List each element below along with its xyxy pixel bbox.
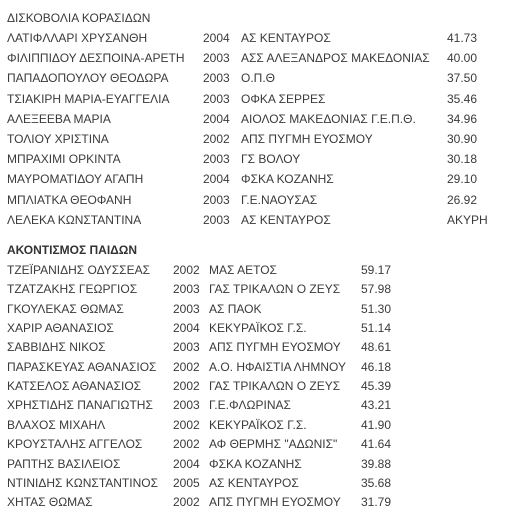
- athlete-club: ΦΣΚΑ ΚΟΖΑΝΗΣ: [209, 456, 302, 471]
- athlete-name: ΜΠΡΑΧΙΜΙ ΟΡΚΙΝΤΑ: [7, 152, 121, 167]
- athlete-year: 2003: [203, 192, 230, 207]
- athlete-year: 2003: [173, 282, 200, 297]
- athlete-club: ΑΠΣ ΠΥΓΜΗ ΕΥΟΣΜΟΥ: [209, 495, 341, 510]
- athlete-club: Γ.Ε.ΝΑΟΥΣΑΣ: [241, 192, 318, 207]
- athlete-year: 2003: [203, 152, 230, 167]
- athlete-year: 2002: [173, 263, 200, 277]
- athlete-year: 2004: [203, 111, 230, 126]
- athlete-name: ΒΛΑΧΟΣ ΜΙΧΑΗΛ: [7, 417, 106, 432]
- athlete-year: 2004: [173, 321, 200, 336]
- athlete-name: ΚΡΟΥΣΤΑΛΗΣ ΑΓΓΕΛΟΣ: [7, 437, 143, 452]
- athlete-year: 2003: [173, 340, 200, 355]
- athlete-club: ΑΣ ΠΑΟΚ: [209, 301, 262, 316]
- athlete-mark: 51.14: [361, 321, 392, 336]
- athlete-mark: 41.64: [361, 437, 392, 452]
- athlete-name: ΛΕΛΕΚΑ ΚΩΝΣΤΑΝΤΙΝΑ: [7, 212, 142, 227]
- athlete-year: 2002: [173, 417, 200, 432]
- athlete-club: ΑΣ ΚΕΝΤΑΥΡΟΣ: [241, 31, 331, 45]
- athlete-mark: 39.88: [361, 456, 392, 471]
- athlete-mark: 29.10: [447, 172, 478, 187]
- athlete-mark: 46.18: [361, 359, 392, 374]
- athlete-mark: 48.61: [361, 340, 392, 355]
- athlete-year: 2002: [173, 437, 200, 452]
- athlete-name: ΦΙΛΙΠΠΙΔΟΥ ΔΕΣΠΟΙΝΑ-ΑΡΕΤΗ: [7, 51, 185, 66]
- athlete-year: 2003: [203, 71, 230, 86]
- athlete-club: Ο.Π.Θ: [241, 71, 276, 86]
- athlete-year: 2003: [203, 212, 230, 227]
- athlete-club: ΑΣΣ ΑΛΕΞΑΝΔΡΟΣ ΜΑΚΕΔΟΝΙΑΣ: [241, 51, 430, 66]
- athlete-club: ΚΕΚΥΡΑΪΚΟΣ Γ.Σ.: [209, 417, 307, 432]
- athlete-mark: 40.00: [447, 51, 478, 66]
- athlete-mark: 26.92: [447, 192, 478, 207]
- athlete-mark: 41.73: [447, 31, 478, 45]
- athlete-year: 2005: [173, 475, 200, 490]
- athlete-mark: 43.21: [361, 398, 392, 413]
- section-discus-girls-title: ΔΙΣΚΟΒΟΛΙΑ ΚΟΡΑΣΙΔΩΝ: [7, 11, 151, 25]
- athlete-year: 2003: [173, 301, 200, 316]
- athlete-club: ΑΠΣ ΠΥΓΜΗ ΕΥΟΣΜΟΥ: [209, 340, 341, 355]
- athlete-year: 2002: [173, 359, 200, 374]
- athlete-mark: 57.98: [361, 282, 392, 297]
- athlete-name: ΛΑΤΙΦΛΛΑΡΙ ΧΡΥΣΑΝΘΗ: [7, 31, 148, 45]
- athlete-name: ΣΑΒΒΙΔΗΣ ΝΙΚΟΣ: [7, 340, 106, 355]
- athlete-club: ΑΠΣ ΠΥΓΜΗ ΕΥΟΣΜΟΥ: [241, 132, 373, 146]
- athlete-mark: 34.96: [447, 111, 478, 126]
- athlete-mark: 30.90: [447, 132, 478, 146]
- athlete-club: ΓΑΣ ΤΡΙΚΑΛΩΝ Ο ΖΕΥΣ: [209, 282, 341, 297]
- athlete-mark: 51.30: [361, 301, 392, 316]
- athlete-name: ΜΑΥΡΟΜΑΤΙΔΟΥ ΑΓΑΠΗ: [7, 172, 144, 187]
- athlete-mark: 37.50: [447, 71, 478, 86]
- athlete-name: ΤΣΙΑΚΙΡΗ ΜΑΡΙΑ-ΕΥΑΓΓΕΛΙΑ: [7, 91, 170, 106]
- athlete-mark: 41.90: [361, 417, 392, 432]
- athlete-year: 2004: [203, 31, 230, 45]
- athlete-club: Α.Ο. ΗΦΑΙΣΤΙΑ ΛΗΜΝΟΥ: [209, 359, 346, 374]
- athlete-name: ΡΑΠΤΗΣ ΒΑΣΙΛΕΙΟΣ: [7, 456, 121, 471]
- athlete-mark: 31.79: [361, 495, 392, 510]
- athlete-name: ΝΤΙΝΙΔΗΣ ΚΩΝΣΤΑΝΤΙΝΟΣ: [7, 475, 159, 490]
- athlete-name: ΠΑΡΑΣΚΕΥΑΣ ΑΘΑΝΑΣΙΟΣ: [7, 359, 157, 374]
- athlete-name: ΧΗΤΑΣ ΘΩΜΑΣ: [7, 495, 93, 510]
- athlete-mark: ΑΚΥΡΗ: [447, 212, 488, 227]
- athlete-club: ΑΣ ΚΕΝΤΑΥΡΟΣ: [241, 212, 331, 227]
- athlete-name: ΧΑΡΙΡ ΑΘΑΝΑΣΙΟΣ: [7, 321, 114, 336]
- athlete-year: 2002: [173, 379, 200, 394]
- section-javelin-boys-title: ΑΚΟΝΤΙΣΜΟΣ ΠΑΙΔΩΝ: [7, 243, 138, 257]
- athlete-year: 2002: [173, 495, 200, 510]
- athlete-club: ΓΑΣ ΤΡΙΚΑΛΩΝ Ο ΖΕΥΣ: [209, 379, 341, 394]
- athlete-mark: 45.39: [361, 379, 392, 394]
- athlete-name: ΤΖΑΤΖΑΚΗΣ ΓΕΩΡΓΙΟΣ: [7, 282, 138, 297]
- athlete-club: ΟΦΚΑ ΣΕΡΡΕΣ: [241, 91, 326, 106]
- athlete-name: ΓΚΟΥΛΕΚΑΣ ΘΩΜΑΣ: [7, 301, 124, 316]
- athlete-year: 2002: [203, 132, 230, 146]
- athlete-club: ΚΕΚΥΡΑΪΚΟΣ Γ.Σ.: [209, 321, 307, 336]
- athlete-mark: 35.68: [361, 475, 392, 490]
- athlete-year: 2004: [173, 456, 200, 471]
- athlete-year: 2004: [203, 172, 230, 187]
- athlete-name: ΤΟΛΙΟΥ ΧΡΙΣΤΙΝΑ: [7, 132, 109, 146]
- athlete-name: ΚΑΤΣΕΛΟΣ ΑΘΑΝΑΣΙΟΣ: [7, 379, 142, 394]
- athlete-year: 2003: [203, 51, 230, 66]
- athlete-year: 2003: [173, 398, 200, 413]
- athlete-name: ΤΖΕΪΡΑΝΙΔΗΣ ΟΔΥΣΣΕΑΣ: [7, 263, 151, 277]
- athlete-club: ΑΣ ΚΕΝΤΑΥΡΟΣ: [209, 475, 299, 490]
- athlete-club: Γ.Ε.ΦΛΩΡΙΝΑΣ: [209, 398, 291, 413]
- athlete-name: ΠΑΠΑΔΟΠΟΥΛΟΥ ΘΕΟΔΩΡΑ: [7, 71, 169, 86]
- athlete-mark: 35.46: [447, 91, 478, 106]
- athlete-name: ΜΠΛΙΑΤΚΑ ΘΕΟΦΑΝΗ: [7, 192, 132, 207]
- athlete-club: ΜΑΣ ΑΕΤΟΣ: [209, 263, 277, 277]
- athlete-club: ΑΦ ΘΕΡΜΗΣ "ΑΔΩΝΙΣ": [209, 437, 338, 452]
- athlete-mark: 30.18: [447, 152, 478, 167]
- athlete-mark: 59.17: [361, 263, 392, 277]
- athlete-name: ΧΡΗΣΤΙΔΗΣ ΠΑΝΑΓΙΩΤΗΣ: [7, 398, 153, 413]
- athlete-club: ΓΣ ΒΟΛΟΥ: [241, 152, 301, 167]
- athlete-name: ΑΛΕΞΕΕΒΑ ΜΑΡΙΑ: [7, 111, 111, 126]
- athlete-club: ΦΣΚΑ ΚΟΖΑΝΗΣ: [241, 172, 334, 187]
- athlete-year: 2003: [203, 91, 230, 106]
- athlete-club: ΑΙΟΛΟΣ ΜΑΚΕΔΟΝΙΑΣ Γ.Ε.Π.Θ.: [241, 111, 416, 126]
